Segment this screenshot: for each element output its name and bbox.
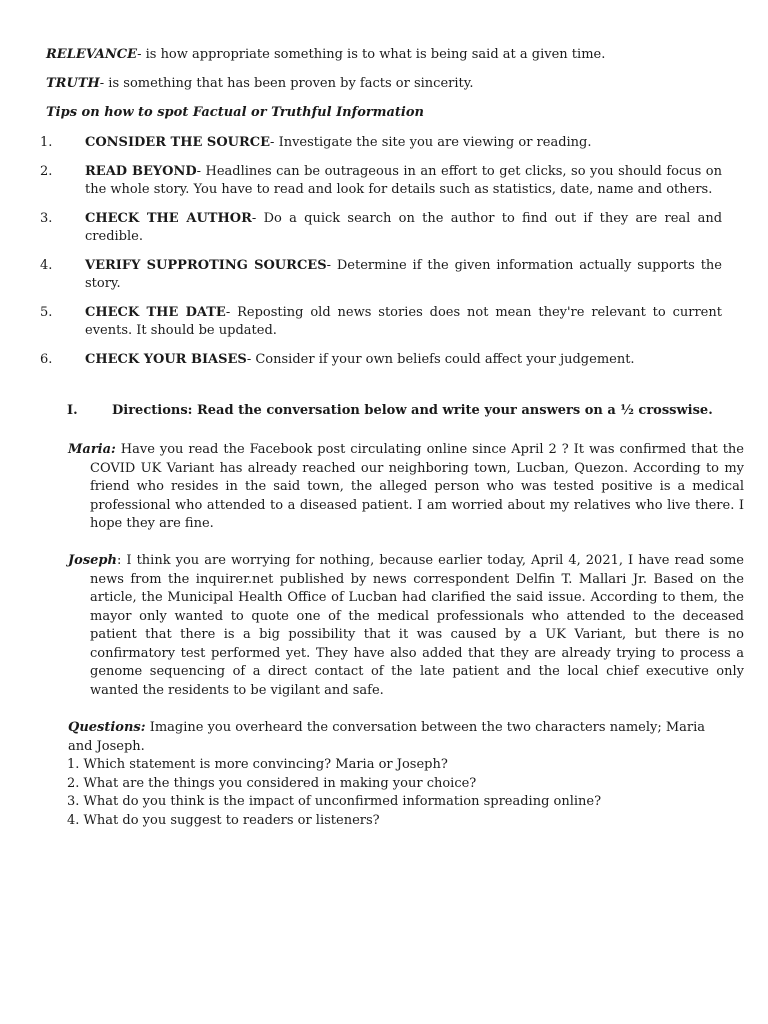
tips-list: [40, 134, 722, 379]
questions-intro-text: Imagine you overheard the conversation between the two characters namely; Maria and Joseph.: [68, 720, 706, 754]
question-item: 2. What are the things you considered in making your choice?: [67, 775, 477, 791]
dialogue-text: Have you read the Facebook post circulating online since April 2 ? It was confirmed that the COVID UK Variant has already reached our neighboring town, Lucban, Quezon. According to my friend who resides in the said town, the alleged person who was tested positive is a medical professional who attended to a diseased patient. I am worried about my relatives who live there. I hope they are fine.: [90, 442, 744, 531]
directions-heading: [67, 402, 727, 421]
tip-item: [40, 257, 722, 294]
questions-intro: [68, 719, 728, 756]
questions-section: [68, 719, 728, 830]
questions-label: Questions:: [68, 720, 146, 735]
tip-heading: READ BEYOND: [85, 163, 197, 179]
definition-text: - is something that has been proven by facts or sincerity.: [99, 76, 474, 91]
tip-item: [40, 163, 722, 200]
tip-text: - Consider if your own beliefs could affect your judgement.: [246, 351, 635, 367]
tip-heading: CHECK THE DATE: [85, 304, 226, 320]
tip-text: - Do a quick search on the author to find out if they are real and credible.: [85, 210, 723, 244]
tip-text: - Determine if the given information actually supports the story.: [85, 257, 722, 291]
tip-text: - Investigate the site you are viewing or reading.: [270, 135, 592, 150]
tip-heading: CHECK YOUR BIASES: [85, 351, 247, 367]
tip-text: - Headlines can be outrageous in an effort to get clicks, so you should focus on the whole story. You have to read and look for details such as statistics, date, name and others.: [85, 163, 722, 197]
tip-number: 4.: [40, 257, 53, 273]
tip-number: 5.: [40, 304, 53, 320]
tip-number: 1.: [40, 135, 53, 150]
tip-number: 6.: [40, 351, 53, 367]
dialogue-joseph: [68, 552, 744, 700]
definition-term: RELEVANCE: [46, 47, 138, 62]
questions-list: [67, 756, 728, 830]
definition-text: - is how appropriate something is to what is being said at a given time.: [137, 47, 606, 62]
speaker-name: Maria:: [68, 442, 116, 457]
tip-item: [40, 351, 722, 370]
dialogue-maria: [68, 441, 744, 534]
dialogue-text: : I think you are worrying for nothing, because earlier today, April 4, 2021, I have read some news from the inquirer.net published by news correspondent Delfin T. Mallari Jr. Based on the article, the Municipal Health Office of Lucban had clarified the said issue. According to them, the mayor only wanted to quote one of the medical professionals who attended to the deceased patient that there is a big possibility that it was caused by a UK Variant, but there is no confirmatory test performed yet. They have also added that they are already trying to process a genome sequencing of a direct contact of the late patient and the local chief executive only wanted the residents to be vigilant and safe.: [90, 553, 744, 698]
definition-term: TRUTH: [46, 76, 100, 91]
definition-relevance: [46, 46, 736, 65]
tip-heading: VERIFY SUPPROTING SOURCES: [85, 257, 327, 273]
tip-heading: CHECK THE AUTHOR: [85, 210, 252, 226]
tip-heading: CONSIDER THE SOURCE: [85, 135, 271, 150]
speaker-name: Joseph: [68, 553, 117, 568]
question-item: 1. Which statement is more convincing? Maria or Joseph?: [67, 757, 448, 772]
tip-item: [40, 134, 722, 153]
tips-title: Tips on how to spot Factual or Truthful Information: [46, 105, 424, 120]
definition-truth: [46, 75, 736, 94]
question-item: 4. What do you suggest to readers or listeners?: [67, 812, 380, 828]
directions-text: Directions: Read the conversation below and write your answers on a ½ crosswise.: [112, 403, 713, 418]
tip-item: [40, 304, 722, 341]
section-numeral: I.: [67, 403, 78, 418]
question-item: 3. What do you think is the impact of unconfirmed information spreading online?: [67, 794, 602, 809]
tip-text: - Reposting old news stories does not mean they're relevant to current events. It should be updated.: [85, 304, 722, 338]
tip-item: [40, 210, 722, 247]
tip-number: 3.: [40, 210, 53, 226]
tip-number: 2.: [40, 163, 53, 179]
